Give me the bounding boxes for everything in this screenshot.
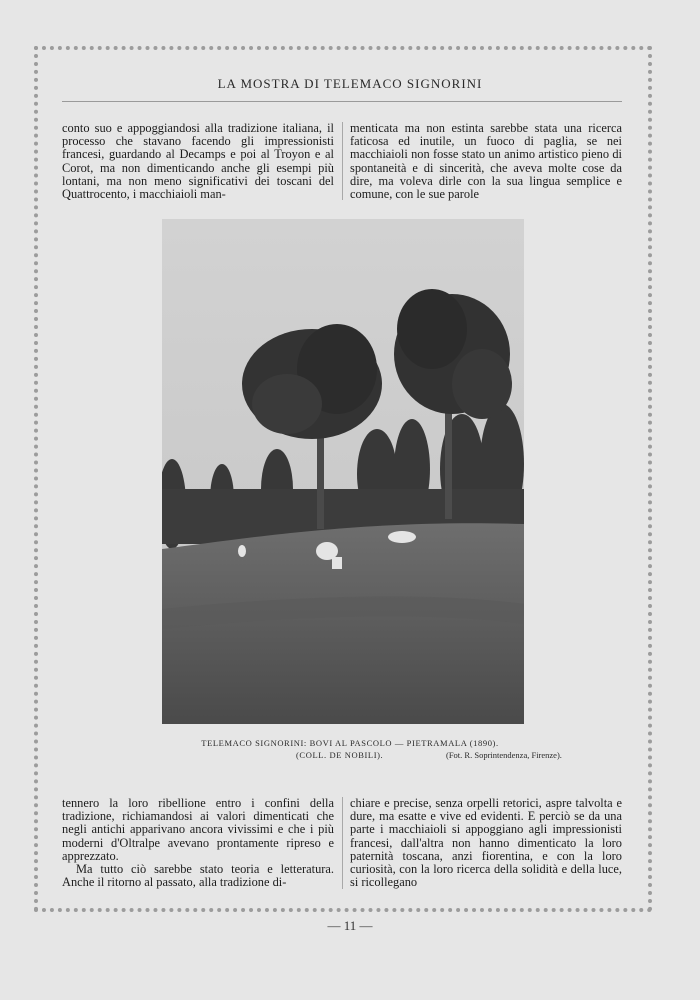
running-header: LA MOSTRA DI TELEMACO SIGNORINI: [217, 76, 483, 91]
figure-collection: (COLL. DE NOBILI).: [296, 750, 384, 760]
paragraph: menticata ma non estinta sarebbe stata una ricerca faticosa ed inutile, un fuoco di paglia, se nei macchiaioli non fosse stato un animo artistico pieno di spontaneità e di sincerità, che aveva molte cose da dire, ma voleva dirle con la sua lingua semplice e comune, con le sue parole: [350, 121, 622, 202]
figure-caption-title: TELEMACO SIGNORINI: BOVI AL PASCOLO — PIETRAMALA (1890).: [201, 738, 499, 748]
column-divider: [342, 122, 343, 200]
paragraph: chiare e precise, senza orpelli retorici, aspre talvolta e dure, ma esatte e vive ed evidenti. E perciò se da una parte i macchiaioli si appoggiano agli impressionisti francesi, dall'altra non hanno dimenticato la loro paternità toscana, anzi fiorentina, e con la loro curiosità, con la loro ricerca della solidità e della luce, si ricollegano: [350, 796, 622, 890]
painting-reproduction: [162, 219, 524, 724]
figure-photo-credit: (Fot. R. Soprintendenza, Firenze).: [446, 750, 562, 760]
header-rule: [62, 101, 622, 102]
top-right-column: [350, 122, 622, 201]
page-number: — 11 —: [327, 918, 373, 933]
paragraph: Ma tutto ciò sarebbe stato teoria e letteratura. Anche il ritorno al passato, alla tradizione di-: [62, 862, 334, 890]
paragraph: tennero la loro ribellione entro i confini della tradizione, richiamandosi ai valori dimenticati che negli antichi apparivano ancora vivissimi e che i più moderni d'Oltralpe avevano prontamente ripreso e apprezzato.: [62, 796, 334, 863]
top-left-column: [62, 122, 334, 201]
column-divider: [342, 797, 343, 889]
bottom-left-column: [62, 797, 334, 889]
bottom-right-column: [350, 797, 622, 889]
paragraph: conto suo e appoggiandosi alla tradizione italiana, il processo che stavano facendo gli impressionisti francesi, guardando al Decamps e poi al Troyon e al Corot, ma non dimenticando anche gli esempi più lontani, ma non meno significativi dei toscani del Quattrocento, i macchiaioli man-: [62, 121, 334, 202]
